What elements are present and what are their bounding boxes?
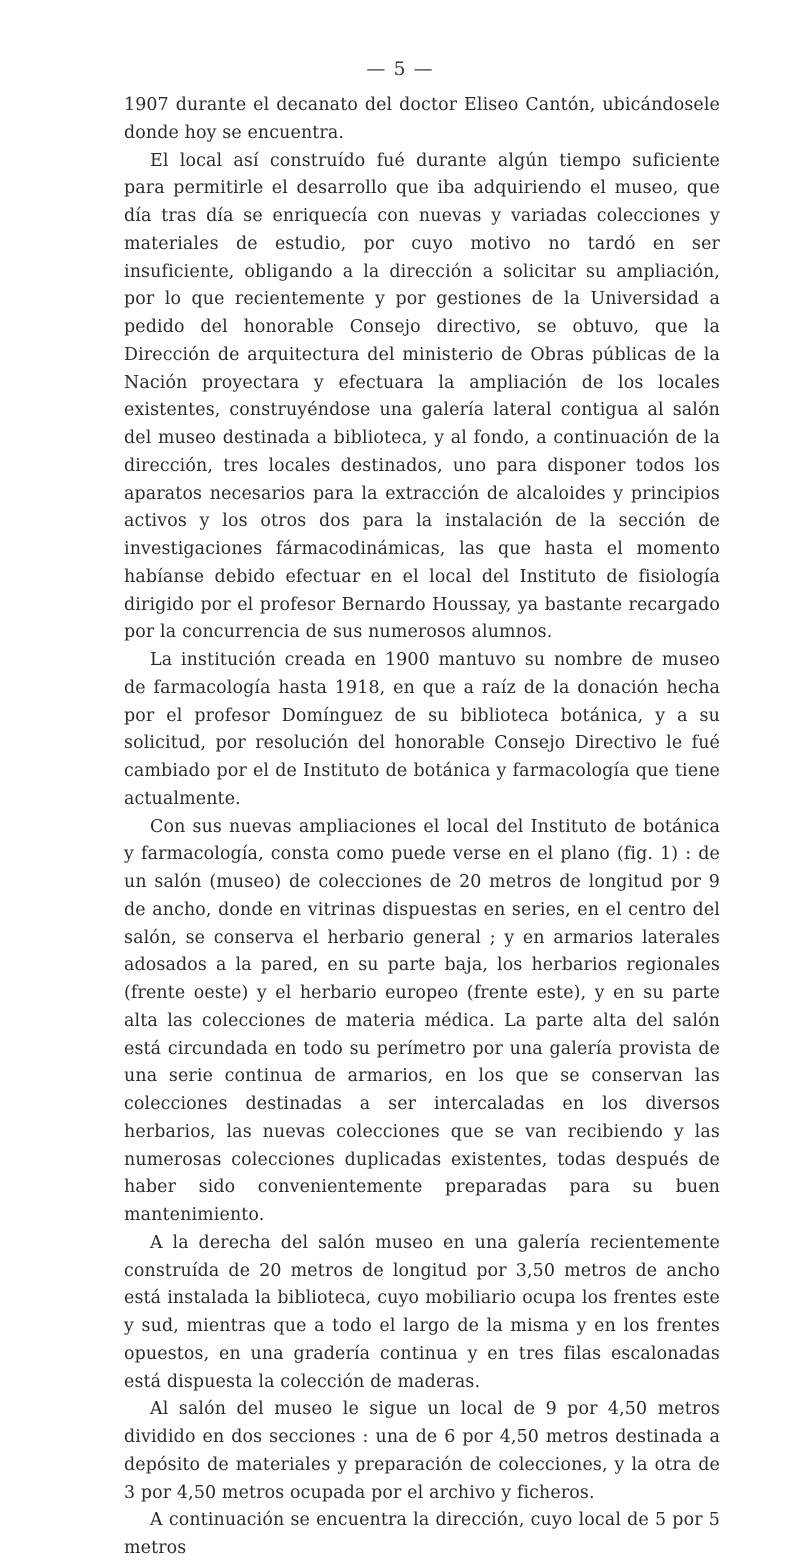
paragraph-7: A continuación se encuentra la dirección, cuyo local de 5 por 5 metros (124, 1510, 720, 1558)
paragraph-6: Al salón del museo le sigue un local de 9 por 4,50 metros dividido en dos secciones : una de 6 por 4,50 metros destinada a depósito de materiales y preparación de colecciones, y la otra de 3 por 4,50 metros ocupada por el archivo y ficheros. (124, 1399, 720, 1503)
paragraph-2: El local así construído fué durante algún tiempo suficiente para permitirle el desarrollo que iba adquiriendo el museo, que día tras día se enriquecía con nuevas y variadas colecciones y materiales de estudio, por cuyo motivo no tardó en ser insuficiente, obligando a la dirección a solicitar su ampliación, por lo que recientemente y por gestiones de la Universidad a pedido del honorable Consejo directivo, se obtuvo, que la Dirección de arquitectura del ministerio de Obras públicas de la Nación proyectara y efectuara la ampliación de los locales existentes, construyéndose una galería lateral contigua al salón del museo destinada a biblioteca, y al fondo, a continuación de la dirección, tres locales destinados, uno para disponer todos los aparatos necesarios para la extracción de alcaloides y principios activos y los otros dos para la instalación de la sección de investigaciones fármacodinámicas, las que hasta el momento habíanse debido efectuar en el local del Instituto de fisiología dirigido por el profesor Bernardo Houssay, ya bastante recargado por la concurrencia de sus numerosos alumnos. (124, 150, 720, 643)
body-text (124, 92, 720, 1563)
page-number: — 5 — (366, 58, 434, 80)
paragraph-5: A la derecha del salón museo en una galería recientemente construída de 20 metros de longitud por 3,50 metros de ancho está instalada la biblioteca, cuyo mobiliario ocupa los frentes este y sud, mientras que a todo el largo de la misma y en los frentes opuestos, en una gradería continua y en tres filas escalonadas está dispuesta la colección de maderas. (124, 1232, 720, 1392)
paragraph-3: La institución creada en 1900 mantuvo su nombre de museo de farmacología hasta 1918, en que a raíz de la donación hecha por el profesor Domínguez de su biblioteca botánica, y a su solicitud, por resolución del honorable Consejo Directivo le fué cambiado por el de Instituto de botánica y farmacología que tiene actualmente. (124, 650, 720, 809)
paragraph-4: Con sus nuevas ampliaciones el local del Instituto de botánica y farmacología, consta como puede verse en el plano (fig. 1) : de un salón (museo) de colecciones de 20 metros de longitud por 9 de ancho, donde en vitrinas dispuestas en series, en el centro del salón, se conserva el herbario general ; y en armarios laterales adosados a la pared, en su parte baja, los herbarios regionales (frente oeste) y el herbario europeo (frente este), y en su parte alta las colecciones de materia médica. La parte alta del salón está circundada en todo su perímetro por una galería provista de una serie continua de armarios, en los que se conservan las colecciones destinadas a ser intercaladas en los diversos herbarios, las nuevas colecciones que se van recibiendo y las numerosas colecciones duplicadas existentes, todas después de haber sido convenientemente preparadas para su buen mantenimiento. (124, 816, 720, 1225)
paragraph-1: 1907 durante el decanato del doctor Eliseo Cantón, ubicándosele donde hoy se encuentra. (124, 95, 720, 143)
